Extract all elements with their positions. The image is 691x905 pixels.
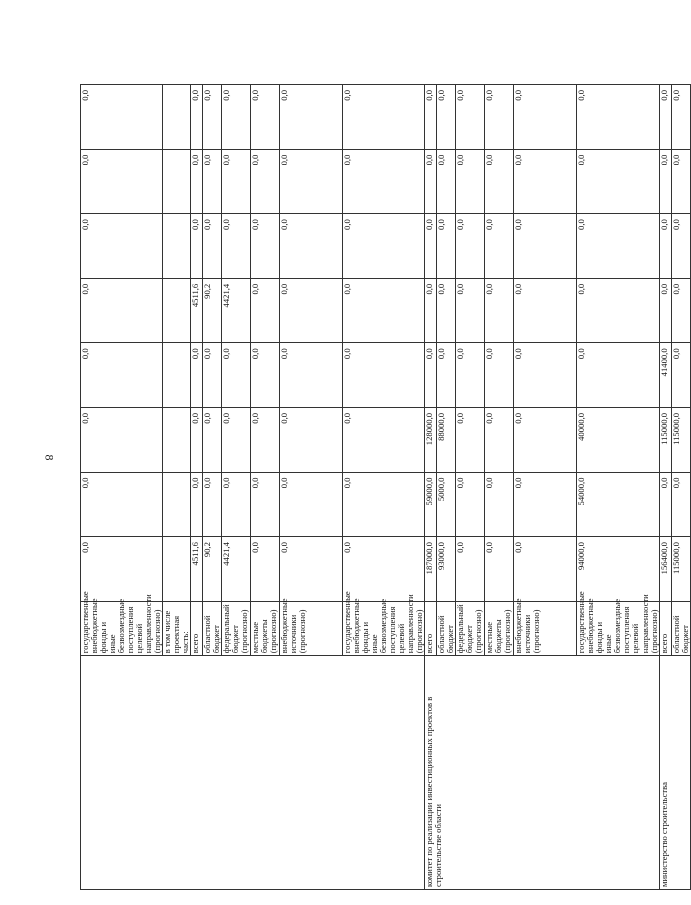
row-label: внебюджетные источники (прогнозно) (514, 601, 577, 656)
value-cell (163, 407, 191, 472)
value-cell (163, 278, 191, 343)
value-cell: 0,0 (671, 85, 690, 150)
blank-cell (81, 656, 425, 890)
row-label: всего (191, 601, 203, 656)
value-cell: 5000,0 (437, 472, 456, 537)
value-cell: 0,0 (343, 278, 425, 343)
row-label: государственные внебюджетные фонды и иные безвозмездные поступления целевой направленности (прогнозно) (343, 601, 425, 656)
value-cell: 0,0 (81, 214, 163, 279)
row-label: государственные внебюджетные фонды и иные безвозмездные поступления целевой направленности (прогнозно) (81, 601, 163, 656)
value-cell: 0,0 (485, 537, 514, 602)
value-cell: 0,0 (251, 278, 280, 343)
value-cell: 0,0 (425, 214, 437, 279)
value-cell: 0,0 (191, 472, 203, 537)
value-cell: 0,0 (425, 85, 437, 150)
value-cell: 0,0 (659, 85, 671, 150)
value-cell: 0,0 (514, 149, 577, 214)
value-cell: 0,0 (485, 343, 514, 408)
value-cell: 0,0 (485, 149, 514, 214)
value-cell: 0,0 (456, 472, 485, 537)
value-cell: 0,0 (222, 407, 251, 472)
value-cell: 0,0 (280, 343, 343, 408)
budget-table (80, 84, 691, 890)
value-cell: 0,0 (577, 214, 659, 279)
value-cell: 0,0 (81, 537, 163, 602)
value-cell: 156400,0 (659, 537, 671, 602)
value-cell: 0,0 (456, 278, 485, 343)
value-cell: 0,0 (456, 343, 485, 408)
value-cell: 0,0 (514, 85, 577, 150)
value-cell: 59000,0 (425, 472, 437, 537)
value-cell: 0,0 (577, 343, 659, 408)
value-cell: 0,0 (514, 472, 577, 537)
value-cell: 0,0 (485, 85, 514, 150)
value-cell: 0,0 (456, 85, 485, 150)
value-cell: 0,0 (659, 472, 671, 537)
value-cell: 0,0 (425, 149, 437, 214)
value-cell: 0,0 (81, 278, 163, 343)
value-cell: 0,0 (343, 149, 425, 214)
value-cell: 4511,6 (191, 278, 203, 343)
value-cell: 0,0 (203, 214, 222, 279)
value-cell: 0,0 (280, 85, 343, 150)
value-cell: 0,0 (343, 214, 425, 279)
value-cell: 0,0 (425, 343, 437, 408)
row-label: местные бюджеты (прогнозно) (485, 601, 514, 656)
value-cell (163, 472, 191, 537)
value-cell: 0,0 (456, 537, 485, 602)
row-label: областной бюджет (671, 601, 690, 656)
value-cell: 0,0 (671, 472, 690, 537)
value-cell: 0,0 (437, 343, 456, 408)
value-cell: 115000,0 (671, 407, 690, 472)
value-cell: 0,0 (251, 472, 280, 537)
value-cell: 0,0 (514, 214, 577, 279)
value-cell: 0,0 (671, 343, 690, 408)
value-cell: 0,0 (222, 85, 251, 150)
value-cell: 0,0 (456, 407, 485, 472)
row-label: всего (425, 601, 437, 656)
value-cell: 0,0 (514, 343, 577, 408)
value-cell: 0,0 (251, 343, 280, 408)
value-cell: 0,0 (485, 278, 514, 343)
value-cell: 0,0 (659, 214, 671, 279)
value-cell: 0,0 (577, 278, 659, 343)
value-cell: 0,0 (437, 149, 456, 214)
value-cell: 0,0 (577, 85, 659, 150)
value-cell: 0,0 (659, 278, 671, 343)
value-cell: 0,0 (659, 149, 671, 214)
value-cell (163, 343, 191, 408)
value-cell: 41400,0 (659, 343, 671, 408)
value-cell: 0,0 (191, 343, 203, 408)
value-cell (163, 214, 191, 279)
value-cell: 0,0 (251, 537, 280, 602)
executor-committee: комитет по реализации инвестиционных проектов в строительстве области (425, 656, 659, 890)
value-cell: 0,0 (343, 537, 425, 602)
value-cell: 4511,6 (191, 537, 203, 602)
row-label: всего (659, 601, 671, 656)
value-cell: 4421,4 (222, 278, 251, 343)
row-label: федеральный бюджет (прогнозно) (222, 601, 251, 656)
value-cell: 0,0 (251, 214, 280, 279)
table-row (81, 85, 163, 890)
value-cell: 0,0 (191, 85, 203, 150)
row-label: федеральный бюджет (прогнозно) (456, 601, 485, 656)
value-cell: 0,0 (251, 149, 280, 214)
value-cell: 0,0 (280, 537, 343, 602)
value-cell: 0,0 (437, 214, 456, 279)
value-cell: 0,0 (203, 85, 222, 150)
value-cell: 0,0 (514, 278, 577, 343)
value-cell: 0,0 (671, 214, 690, 279)
value-cell: 0,0 (81, 407, 163, 472)
value-cell: 0,0 (343, 85, 425, 150)
value-cell: 0,0 (485, 407, 514, 472)
value-cell (163, 537, 191, 602)
row-label: государственные внебюджетные фонды и иные безвозмездные поступления целевой направленности (прогнозно) (577, 601, 659, 656)
value-cell: 0,0 (81, 343, 163, 408)
row-label: внебюджетные источники (прогнозно) (280, 601, 343, 656)
value-cell: 187000,0 (425, 537, 437, 602)
value-cell: 0,0 (203, 472, 222, 537)
value-cell: 0,0 (251, 407, 280, 472)
value-cell: 0,0 (251, 85, 280, 150)
value-cell: 0,0 (222, 472, 251, 537)
value-cell: 90,2 (203, 537, 222, 602)
value-cell: 0,0 (280, 278, 343, 343)
value-cell: 94000,0 (577, 537, 659, 602)
value-cell: 0,0 (81, 149, 163, 214)
value-cell (163, 149, 191, 214)
value-cell: 0,0 (280, 214, 343, 279)
row-label: в том числе проектная часть: (163, 601, 191, 656)
page-number: 8 (42, 454, 57, 461)
value-cell: 0,0 (280, 472, 343, 537)
value-cell: 115000,0 (659, 407, 671, 472)
value-cell: 0,0 (280, 149, 343, 214)
value-cell: 0,0 (671, 149, 690, 214)
executor-ministry: министерство строительства (659, 656, 690, 890)
value-cell: 0,0 (203, 343, 222, 408)
value-cell: 0,0 (456, 214, 485, 279)
value-cell: 88000,0 (437, 407, 456, 472)
table-row (425, 85, 437, 890)
row-label: областной бюджет (203, 601, 222, 656)
value-cell: 0,0 (425, 278, 437, 343)
value-cell: 93000,0 (437, 537, 456, 602)
value-cell: 0,0 (437, 85, 456, 150)
value-cell: 0,0 (485, 214, 514, 279)
value-cell: 0,0 (343, 472, 425, 537)
value-cell (163, 85, 191, 150)
value-cell: 128000,0 (425, 407, 437, 472)
value-cell: 0,0 (514, 537, 577, 602)
value-cell: 0,0 (280, 407, 343, 472)
value-cell: 0,0 (222, 343, 251, 408)
value-cell: 0,0 (203, 149, 222, 214)
value-cell: 0,0 (577, 149, 659, 214)
value-cell: 0,0 (191, 407, 203, 472)
value-cell: 0,0 (343, 407, 425, 472)
value-cell: 0,0 (456, 149, 485, 214)
row-label: местные бюджеты (прогнозно) (251, 601, 280, 656)
value-cell: 0,0 (203, 407, 222, 472)
row-label: областной бюджет (437, 601, 456, 656)
value-cell: 0,0 (514, 407, 577, 472)
value-cell: 0,0 (485, 472, 514, 537)
value-cell: 4421,4 (222, 537, 251, 602)
value-cell: 0,0 (222, 214, 251, 279)
table-row (659, 85, 671, 890)
rotated-table-container (80, 84, 690, 890)
value-cell: 115000,0 (671, 537, 690, 602)
value-cell: 0,0 (191, 214, 203, 279)
value-cell: 0,0 (671, 278, 690, 343)
value-cell: 0,0 (222, 149, 251, 214)
value-cell: 90,2 (203, 278, 222, 343)
value-cell: 40000,0 (577, 407, 659, 472)
value-cell: 0,0 (437, 278, 456, 343)
value-cell: 0,0 (81, 472, 163, 537)
value-cell: 0,0 (191, 149, 203, 214)
value-cell: 0,0 (81, 85, 163, 150)
value-cell: 54000,0 (577, 472, 659, 537)
value-cell: 0,0 (343, 343, 425, 408)
